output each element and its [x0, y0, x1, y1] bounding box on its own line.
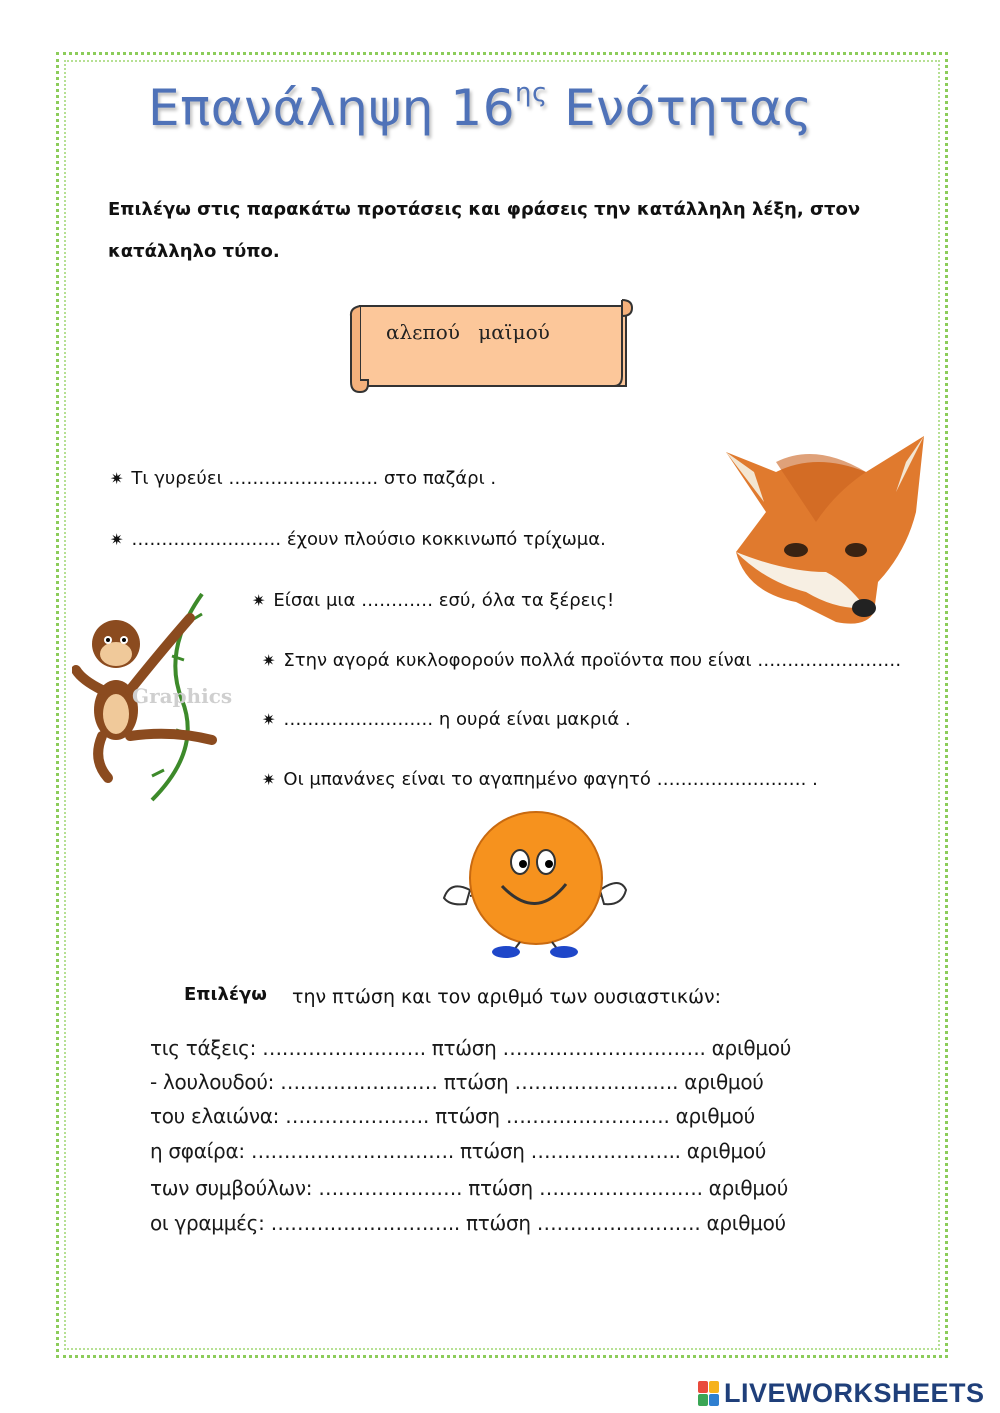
title-rest: Ενότητας [547, 79, 813, 137]
exercise-2-row-5: των συμβούλων: …………………. πτώση ……………………. αριθμού [150, 1176, 789, 1200]
exercise-2-row-1: τις τάξεις: ……………………. πτώση …………………………. αριθμού [150, 1036, 791, 1060]
word-bank-text: αλεπού μαϊμού [386, 320, 550, 344]
exercise-2-row-2: - λουλουδού: …………………… πτώση ……………………. αριθμού [150, 1070, 764, 1094]
exercise-2-row-4: η σφαίρα: …………………………. πτώση ………………….. αριθμού [150, 1139, 767, 1163]
title-main: Επανάληψη 16 [148, 79, 516, 137]
title-superscript: ης [515, 78, 548, 108]
sentence-5: ✷ ……………………. η ουρά είναι μακριά . [262, 709, 631, 730]
orange-character-illustration [440, 810, 630, 960]
liveworksheets-logo-text[interactable]: LIVEWORKSHEETS [724, 1378, 985, 1408]
sentence-4: ✷ Στην αγορά κυκλοφορούν πολλά προϊόντα που είναι …………………… [262, 650, 902, 671]
word-bank-scroll [346, 296, 636, 396]
bullet-icon: ✷ [110, 469, 124, 488]
worksheet-title [148, 78, 812, 137]
bullet-icon: ✷ [262, 651, 276, 670]
bullet-icon: ✷ [110, 530, 124, 549]
sentence-1: ✷ Τι γυρεύει ……………………. στο παζάρι . [110, 468, 497, 489]
sentence-6: ✷ Οι μπανάνες είναι το αγαπημένο φαγητό ……………………. . [262, 769, 818, 790]
bullet-icon: ✷ [262, 770, 276, 789]
exercise-2-heading-rest: την πτώση και τον αριθμό των ουσιαστικών: [292, 986, 721, 1008]
watermark: Graphics [132, 684, 233, 708]
exercise-2-row-3: του ελαιώνα: …………………. πτώση ……………………. αριθμού [150, 1104, 755, 1128]
exercise-2-heading-word: Επιλέγω [184, 984, 267, 1005]
exercise-2-row-6: οι γραμμές: ……………………….. πτώση ……………………. αριθμού [150, 1211, 786, 1235]
instruction-line-2: κατάλληλο τύπο. [108, 241, 280, 262]
sentence-3: ✷ Είσαι μια ………… εσύ, όλα τα ξέρεις! [252, 590, 615, 611]
bullet-icon: ✷ [252, 591, 266, 610]
fox-illustration [706, 432, 928, 628]
bullet-icon: ✷ [262, 710, 276, 729]
instruction-line-1: Επιλέγω στις παρακάτω προτάσεις και φράσεις την κατάλληλη λέξη, στον [108, 199, 861, 220]
liveworksheets-logo-icon [698, 1381, 720, 1407]
sentence-2: ✷ ……………………. έχουν πλούσιο κοκκινωπό τρίχωμα. [110, 529, 606, 550]
